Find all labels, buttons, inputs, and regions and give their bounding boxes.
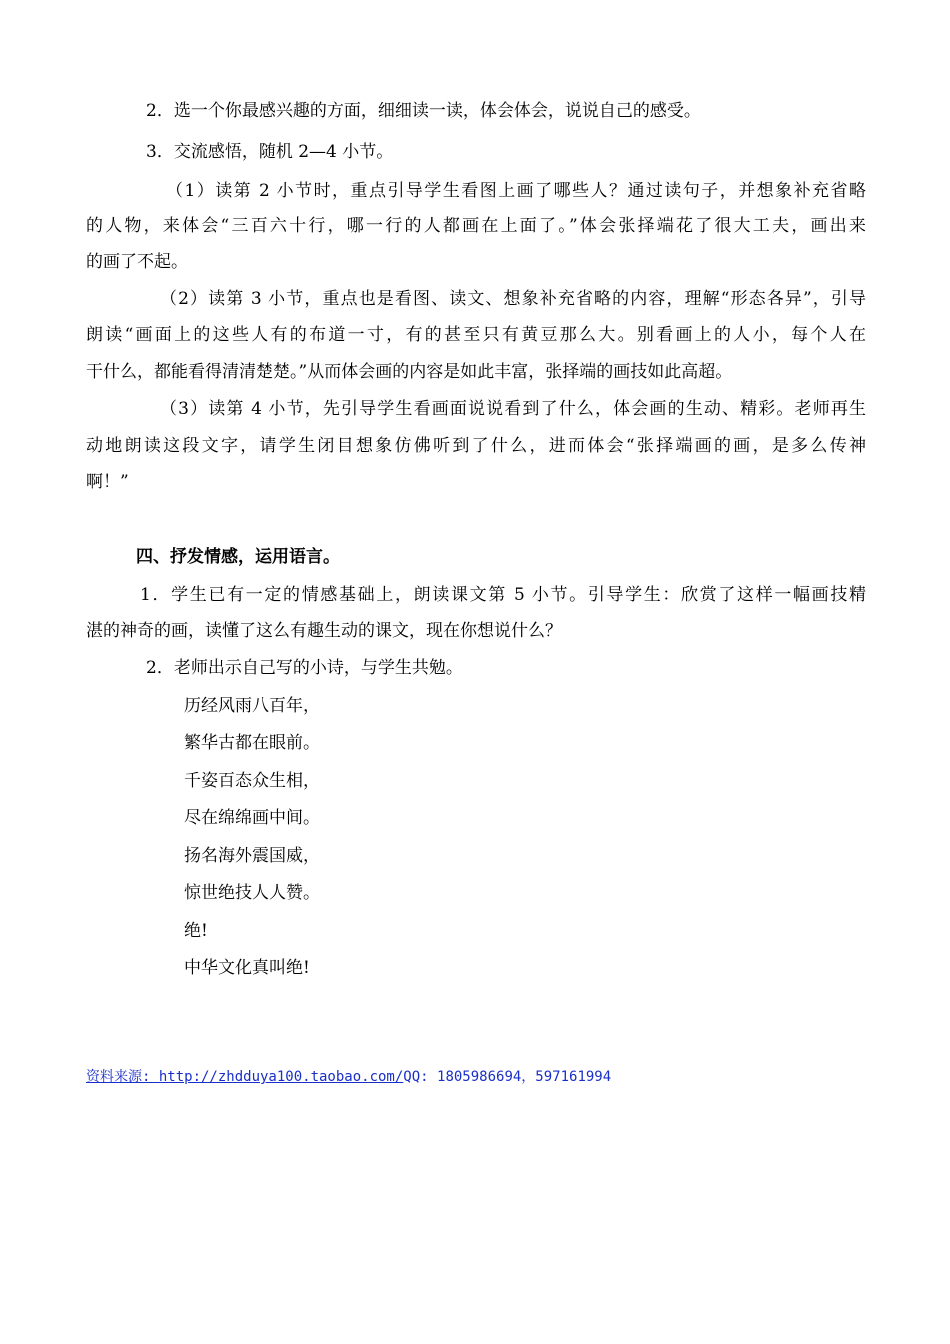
poem-line-2: 繁华古都在眼前。 <box>184 733 320 753</box>
poem-line-8: 中华文化真叫绝! <box>184 958 310 978</box>
source-qq: QQ: 1805986694，597161994 <box>403 1069 612 1085</box>
section-4-heading: 四、抒发情感，运用语言。 <box>136 547 340 567</box>
sub2-line3: 干什么，都能看得清清楚楚。”从而体会画的内容是如此丰富，张择端的画技如此高超。 <box>86 362 733 382</box>
poem-line-4: 尽在绵绵画中间。 <box>184 808 320 828</box>
sub1-line1: （1）读第 2 小节时，重点引导学生看图上画了哪些人？通过读句子，并想象补充省略 <box>166 181 866 201</box>
step-3-text: 3．交流感悟，随机 2—4 小节。 <box>146 142 394 162</box>
sub3-line1: （3）读第 4 小节，先引导学生看画面说说看到了什么，体会画的生动、精彩。老师再生 <box>160 399 866 419</box>
sub3-line2: 动地朗读这段文字，请学生闭目想象仿佛听到了什么，进而体会“张择端画的画，是多么传神 <box>86 436 866 456</box>
sub1-line2: 的人物，来体会“三百六十行，哪一行的人都画在上面了。”体会张择端花了很大工夫，画出来 <box>86 216 866 236</box>
sub2-line1: （2）读第 3 小节，重点也是看图、读文、想象补充省略的内容，理解“形态各异”，引导 <box>160 289 866 309</box>
source-link[interactable]: 资料来源: http://zhdduya100.taobao.com/ <box>86 1069 404 1085</box>
poem-line-1: 历经风雨八百年， <box>184 696 320 716</box>
poem-line-3: 千姿百态众生相， <box>184 771 320 791</box>
poem-line-7: 绝! <box>184 921 208 941</box>
sub1-line3: 的画了不起。 <box>86 252 188 272</box>
step-2-text: 2．选一个你最感兴趣的方面，细细读一读，体会体会，说说自己的感受。 <box>146 101 701 121</box>
poem-line-5: 扬名海外震国威， <box>184 846 320 866</box>
source-footer <box>86 1068 611 1086</box>
poem-line-6: 惊世绝技人人赞。 <box>184 883 320 903</box>
sub3-line3: 啊！” <box>86 472 129 492</box>
s4-item1-line1: 1．学生已有一定的情感基础上，朗读课文第 5 小节。引导学生：欣赏了这样一幅画技精 <box>140 585 866 605</box>
s4-item2-text: 2．老师出示自己写的小诗，与学生共勉。 <box>146 658 463 678</box>
sub2-line2: 朗读“画面上的这些人有的布道一寸，有的甚至只有黄豆那么大。别看画上的人小，每个人在 <box>86 325 866 345</box>
s4-item1-line2: 湛的神奇的画，读懂了这么有趣生动的课文，现在你想说什么？ <box>86 621 562 641</box>
